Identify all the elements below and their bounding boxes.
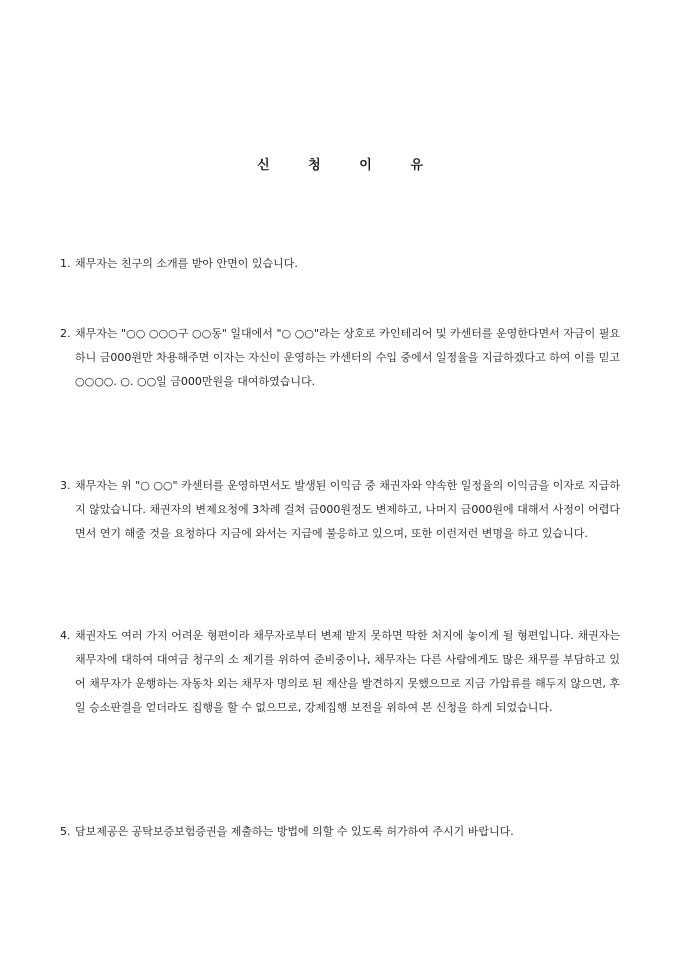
reason-item-4 bbox=[60, 624, 620, 720]
item-number: 5. bbox=[60, 825, 71, 838]
reason-item-5 bbox=[60, 820, 620, 844]
item-number: 4. bbox=[60, 629, 71, 642]
item-text: 채무자는 친구의 소개를 받아 안면이 있습니다. bbox=[75, 257, 298, 270]
document-title: 신 청 이 유 bbox=[257, 158, 423, 173]
item-text: 담보제공은 공탁보증보험증권을 제출하는 방법에 의할 수 있도록 허가하여 주시기 바랍니다. bbox=[75, 825, 514, 838]
reason-item-2 bbox=[60, 322, 620, 394]
reason-item-1 bbox=[60, 252, 620, 276]
item-text: 채무자는 "○○ ○○○구 ○○동" 일대에서 "○ ○○"라는 상호로 카인테리어 및 카센터를 운영한다면서 자금이 필요하니 금000원만 차용해주면 이자는 자신이 운영하는 카센터의 수입 중에서 일정율을 지급하겠다고 하여 이를 믿고 ○○○○. ○. ○○일 금000만원을 대여하였습니다. bbox=[75, 327, 620, 388]
reason-item-3 bbox=[60, 474, 620, 546]
item-number: 2. bbox=[60, 327, 71, 340]
item-text: 채권자도 여러 가지 어려운 형편이라 채무자로부터 변제 받지 못하면 딱한 처지에 놓이게 될 형편입니다. 채권자는 채무자에 대하여 대여금 청구의 소 제기를 위하여 준비중이나, 채무자는 다른 사람에게도 많은 채무를 부담하고 있어 채무자가 운행하는 자동차 외는 채무자 명의로 된 재산을 발견하지 못했으므로 지금 가압류를 해두지 않으면, 후일 승소판결을 얻더라도 집행을 할 수 없으므로, 강제집행 보전을 위하여 본 신청을 하게 되었습니다. bbox=[75, 629, 620, 714]
item-number: 3. bbox=[60, 479, 71, 492]
item-text: 채무자는 위 "○ ○○" 카센터를 운영하면서도 발생된 이익금 중 채권자와 약속한 일정율의 이익금을 이자로 지급하지 않았습니다. 채권자의 변제요청에 3차례 걸쳐 금000원정도 변제하고, 나머지 금000원에 대해서 사정이 어렵다면서 연기 해줄 것을 요청하다 지금에 와서는 지급에 불응하고 있으며, 또한 이런저런 변명을 하고 있습니다. bbox=[75, 479, 620, 540]
item-number: 1. bbox=[60, 257, 71, 270]
